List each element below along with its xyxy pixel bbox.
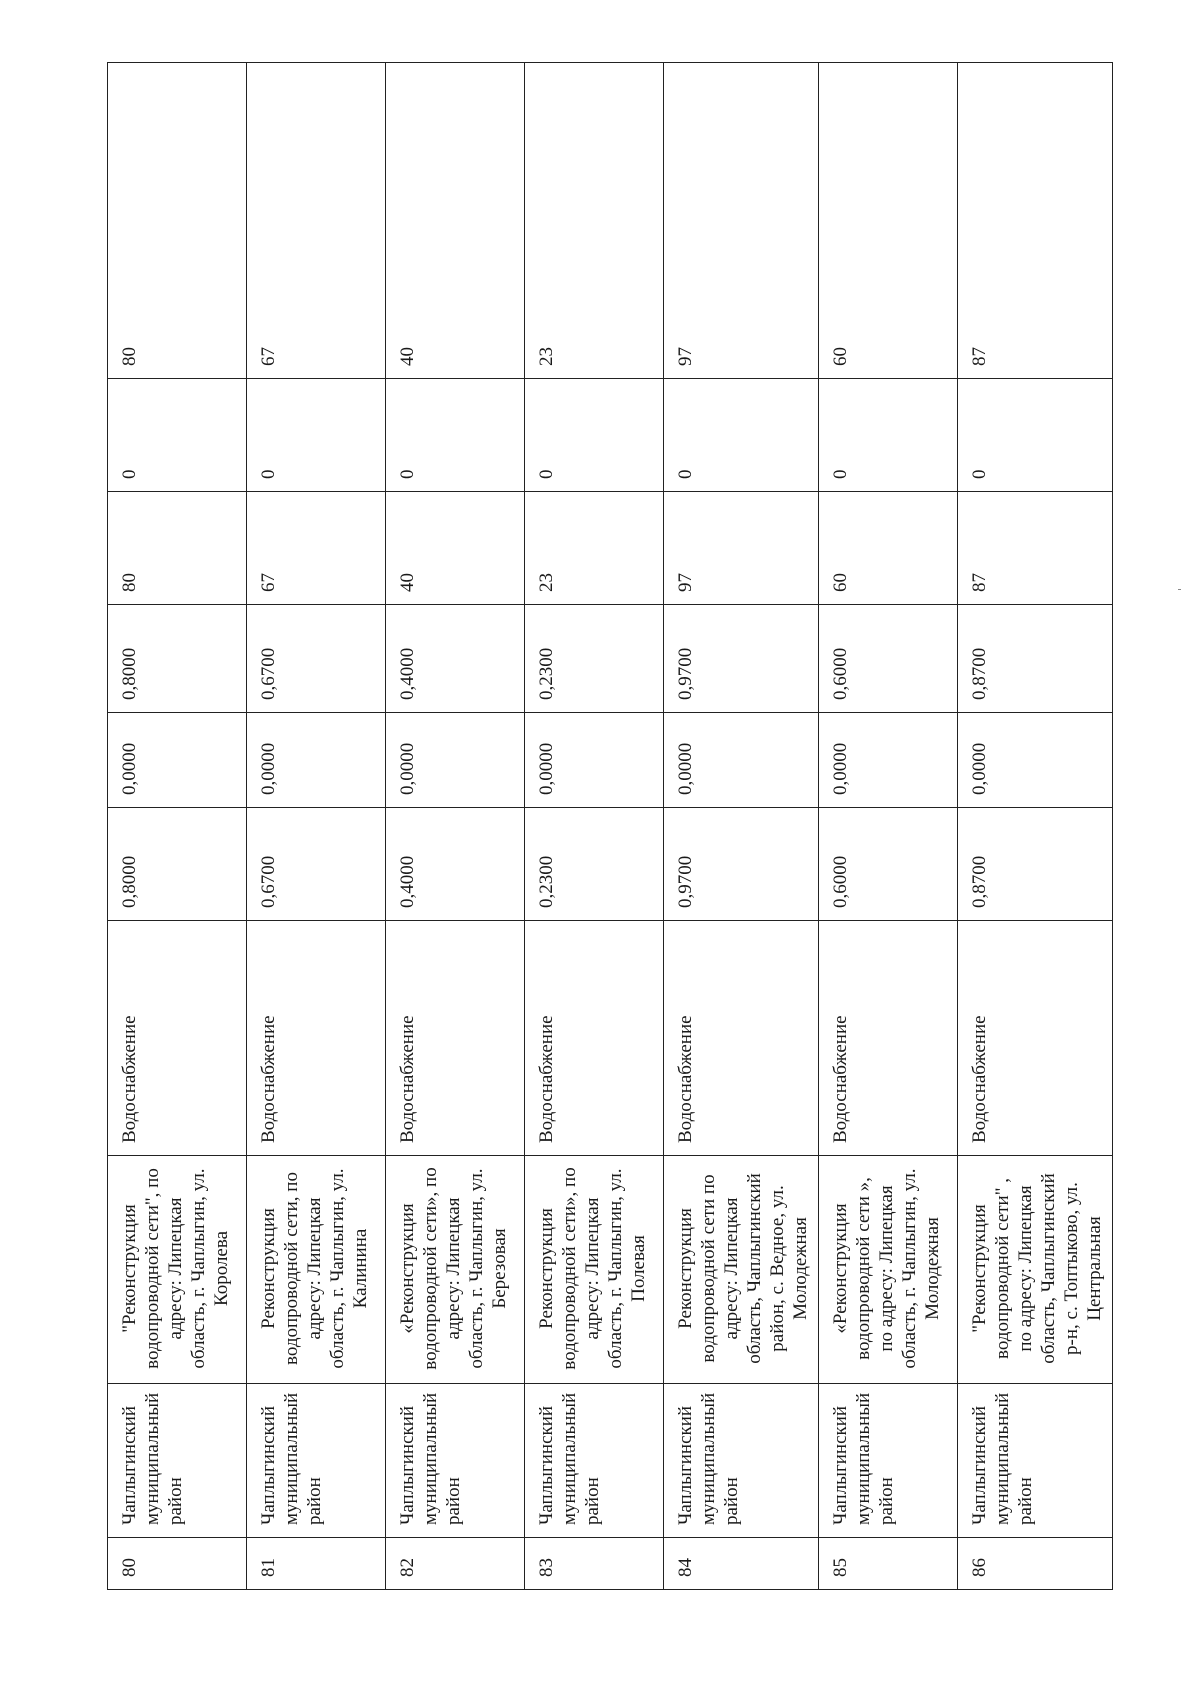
table-row [525,63,664,1590]
value-cell-2: 0,0000 [664,713,819,808]
value-cell-4: 67 [247,492,386,605]
district-cell: Чаплыгинский муниципальный район [819,1384,958,1538]
district-cell: Чаплыгинский муниципальный район [386,1384,525,1538]
value-cell-3: 0,8700 [958,605,1113,713]
value-cell-5: 0 [525,379,664,492]
value-cell-6: 87 [958,63,1113,379]
value-cell-6: 40 [386,63,525,379]
rotated-table-container [107,63,1105,1590]
value-cell-5: 0 [108,379,247,492]
value-cell-2: 0,0000 [525,713,664,808]
value-cell-5: 0 [819,379,958,492]
type-cell: Водоснабжение [386,921,525,1156]
district-cell: Чаплыгинский муниципальный район [108,1384,247,1538]
value-cell-2: 0,0000 [958,713,1113,808]
row-number: 81 [247,1538,386,1590]
type-cell: Водоснабжение [664,921,819,1156]
object-cell: "Реконструкция водопроводной сети" , по адресу: Липецкая область, Чаплыгинский р-н, с. Топтыково, ул. Центральная [958,1156,1113,1384]
district-cell: Чаплыгинский муниципальный район [664,1384,819,1538]
value-cell-1: 0,2300 [525,808,664,921]
object-cell: Реконструкция водопроводной сети, по адресу: Липецкая область, г. Чаплыгин, ул. Калинина [247,1156,386,1384]
value-cell-4: 23 [525,492,664,605]
value-cell-2: 0,0000 [386,713,525,808]
value-cell-1: 0,6700 [247,808,386,921]
row-number: 85 [819,1538,958,1590]
object-cell: «Реконструкция водопроводной сети», по адресу: Липецкая область, г. Чаплыгин, ул. Березовая [386,1156,525,1384]
value-cell-2: 0,0000 [108,713,247,808]
district-cell: Чаплыгинский муниципальный район [958,1384,1113,1538]
object-cell: «Реконструкция водопроводной сети », по адресу: Липецкая область, г. Чаплыгин, ул. Молодежная [819,1156,958,1384]
value-cell-4: 80 [108,492,247,605]
type-cell: Водоснабжение [247,921,386,1156]
value-cell-5: 0 [958,379,1113,492]
value-cell-4: 97 [664,492,819,605]
value-cell-6: 97 [664,63,819,379]
type-cell: Водоснабжение [819,921,958,1156]
value-cell-5: 0 [664,379,819,492]
value-cell-3: 0,6700 [247,605,386,713]
value-cell-6: 23 [525,63,664,379]
value-cell-1: 0,9700 [664,808,819,921]
value-cell-2: 0,0000 [819,713,958,808]
object-cell: Реконструкция водопроводной сети по адресу: Липецкая область, Чаплыгинский район, с. Ведное, ул. Молодежная [664,1156,819,1384]
value-cell-5: 0 [386,379,525,492]
table-row [664,63,819,1590]
value-cell-3: 0,4000 [386,605,525,713]
value-cell-6: 80 [108,63,247,379]
type-cell: Водоснабжение [525,921,664,1156]
table-row [386,63,525,1590]
row-number: 82 [386,1538,525,1590]
water-supply-projects-table [107,62,1113,1590]
row-number: 84 [664,1538,819,1590]
value-cell-3: 0,6000 [819,605,958,713]
type-cell: Водоснабжение [958,921,1113,1156]
row-number: 86 [958,1538,1113,1590]
table-row [247,63,386,1590]
object-cell: "Реконструкция водопроводной сети", по адресу: Липецкая область, г. Чаплыгин, ул. Королева [108,1156,247,1384]
district-cell: Чаплыгинский муниципальный район [247,1384,386,1538]
row-number: 83 [525,1538,664,1590]
district-cell: Чаплыгинский муниципальный район [525,1384,664,1538]
table-row [819,63,958,1590]
value-cell-2: 0,0000 [247,713,386,808]
value-cell-6: 60 [819,63,958,379]
type-cell: Водоснабжение [108,921,247,1156]
value-cell-3: 0,2300 [525,605,664,713]
value-cell-1: 0,6000 [819,808,958,921]
table-row [108,63,247,1590]
value-cell-4: 87 [958,492,1113,605]
value-cell-1: 0,4000 [386,808,525,921]
object-cell: Реконструкция водопроводной сети», по адресу: Липецкая область, г. Чаплыгин, ул. Полевая [525,1156,664,1384]
value-cell-3: 0,9700 [664,605,819,713]
table-row [958,63,1113,1590]
value-cell-6: 67 [247,63,386,379]
value-cell-1: 0,8000 [108,808,247,921]
value-cell-4: 60 [819,492,958,605]
value-cell-5: 0 [247,379,386,492]
value-cell-1: 0,8700 [958,808,1113,921]
scan-speck [1178,589,1181,590]
value-cell-4: 40 [386,492,525,605]
value-cell-3: 0,8000 [108,605,247,713]
row-number: 80 [108,1538,247,1590]
